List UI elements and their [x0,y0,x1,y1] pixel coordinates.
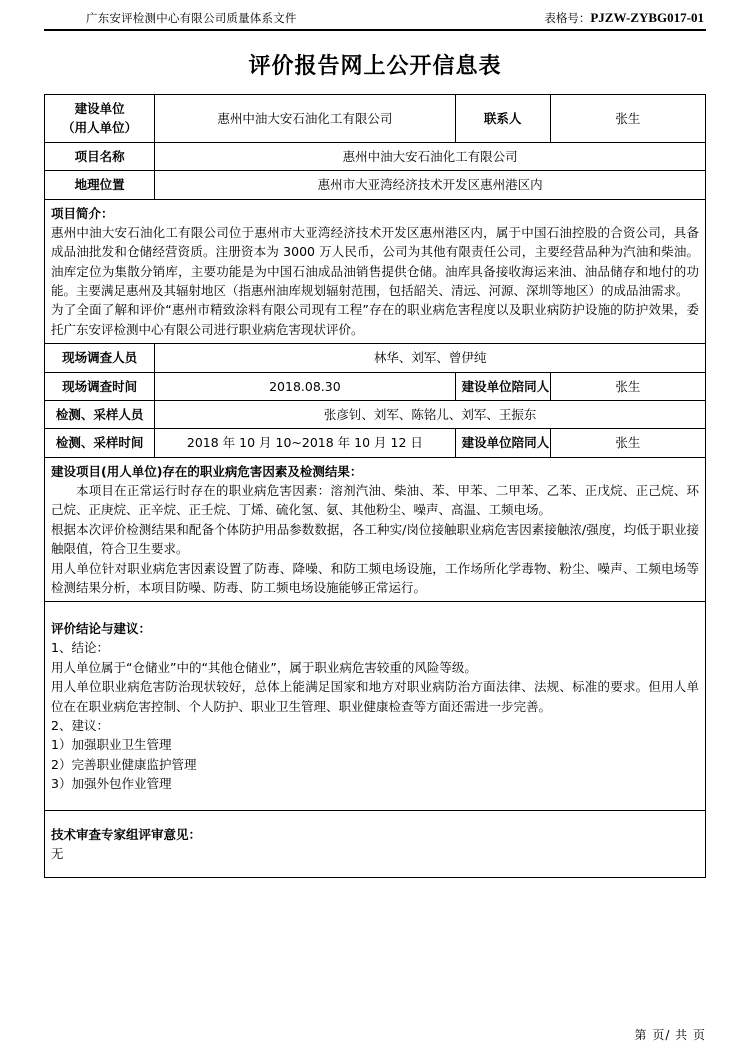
hazard-paragraph-2: 根据本次评价检测结果和配备个体防护用品参数数据，各工种实/岗位接触职业病危害因素接触浓/强度，均低于职业接触限值，符合卫生要求。 [51,521,699,557]
project-intro-cell [45,199,706,344]
conclusion-cell [45,602,706,811]
form-code-label: 表格号： [544,11,591,25]
conclusion-line-3: 用人单位职业病危害防治现状较好，总体上能满足国家和地方对职业病防治方面法律、法规、标准的要求。但用人单位在在职业病危害控制、个人防护、职业卫生管理、职业健康检查等方面还需进一步完善。 [51,679,699,714]
project-label: 项目名称 [45,142,155,170]
table-row-unit [45,95,706,143]
header-form-code [544,10,706,26]
info-table [44,94,706,878]
form-code-value: PJZW-ZYBG017-01 [590,10,704,25]
survey-time-label: 现场调查时间 [45,372,155,400]
survey-staff-label: 现场调查人员 [45,344,155,372]
hazard-cell [45,457,706,602]
conclusion-line-6: 2）完善职业健康监护管理 [51,756,197,772]
review-title: 技术审查专家组评审意见： [51,826,202,842]
table-row-hazards [45,457,706,602]
contact-value: 张生 [550,95,705,143]
table-row-sampling-time [45,429,706,457]
table-row-survey-staff [45,344,706,372]
project-intro-paragraph-1: 惠州中油大安石油化工有限公司位于惠州市大亚湾经济技术开发区惠州港区内，属于中国石油控股的合资公司，具备成品油批发和仓储经营资质。注册资本为 3000 万人民币，公司为其他有限责任公司，主要经营品种为汽油和柴油。油库定位为集散分销库，主要功能是为中国石油成品油销售提供仓储。油库具备接收海运来油、油品储存和地付的功能。主要满足惠州及其辐射地区（指惠州油库规划辐射范围，包括韶关、清远、河源、深圳等地区）的成品油需求。 [51,224,699,298]
project-intro-title: 项目简介： [51,205,114,221]
sampling-time-value: 2018 年 10 月 10~2018 年 10 月 12 日 [155,429,455,457]
table-row-project [45,142,706,170]
conclusion-line-2: 用人单位属于“仓储业”中的“其他仓储业”，属于职业病危害较重的风险等级。 [51,659,477,675]
hazard-paragraph-1: 本项目在正常运行时存在的职业病危害因素：溶剂汽油、柴油、苯、甲苯、二甲苯、乙苯、正戊烷、正己烷、环己烷、正庚烷、正辛烷、正壬烷、丁烯、硫化氢、氨、其他粉尘、噪声、高温、工频电场。 [51,483,699,518]
project-intro-paragraph-2: 为了全面了解和评价“惠州市精致涂料有限公司现有工程”存在的职业病危害程度以及职业病防护设施的防护效果，委托广东安评检测中心有限公司进行职业病危害现状评价。 [51,302,699,337]
sampling-time-label: 检测、采样时间 [45,429,155,457]
table-row-review [45,811,706,878]
conclusion-line-1: 1、结论： [51,640,109,656]
hazard-title: 建设项目(用人单位)存在的职业病危害因素及检测结果： [51,463,363,479]
review-value: 无 [51,846,64,862]
accompany-value-1: 张生 [550,372,705,400]
review-cell [45,811,706,878]
table-row-location [45,171,706,199]
unit-label-line1: 建设单位 [74,101,125,116]
conclusion-line-4: 2、建议： [51,717,109,733]
accompany-label-1: 建设单位陪同人 [455,372,550,400]
survey-staff-value: 林华、刘军、曾伊纯 [155,344,706,372]
accompany-label-2: 建设单位陪同人 [455,429,550,457]
location-label: 地理位置 [45,171,155,199]
sampling-staff-value: 张彦钊、刘军、陈铭儿、刘军、王振东 [155,400,706,428]
survey-time-value: 2018.08.30 [155,372,455,400]
accompany-value-2: 张生 [550,429,705,457]
table-row-conclusion [45,602,706,811]
conclusion-line-5: 1）加强职业卫生管理 [51,737,172,753]
page-footer: 第 页/ 共 页 [634,1028,706,1042]
unit-value: 惠州中油大安石油化工有限公司 [155,95,455,143]
location-value: 惠州市大亚湾经济技术开发区惠州港区内 [155,171,706,199]
conclusion-line-7: 3）加强外包作业管理 [51,776,172,792]
table-row-sampling-staff [45,400,706,428]
sampling-staff-label: 检测、采样人员 [45,400,155,428]
conclusion-title: 评价结论与建议： [51,621,152,637]
document-header [44,10,706,31]
project-value: 惠州中油大安石油化工有限公司 [155,142,706,170]
unit-label-line2: （用人单位） [62,120,138,136]
header-company-line: 广东安评检测中心有限公司质量体系文件 [86,11,297,25]
page-title: 评价报告网上公开信息表 [248,54,502,79]
contact-label: 联系人 [455,95,550,143]
hazard-paragraph-3: 用人单位针对职业病危害因素设置了防毒、降噪、和防工频电场设施，工作场所化学毒物、粉尘、噪声、工频电场等检测结果分析，本项目防噪、防毒、防工频电场设施能够正常运行。 [51,560,699,595]
table-row-intro [45,199,706,344]
table-row-survey-time [45,372,706,400]
unit-label [45,95,155,143]
